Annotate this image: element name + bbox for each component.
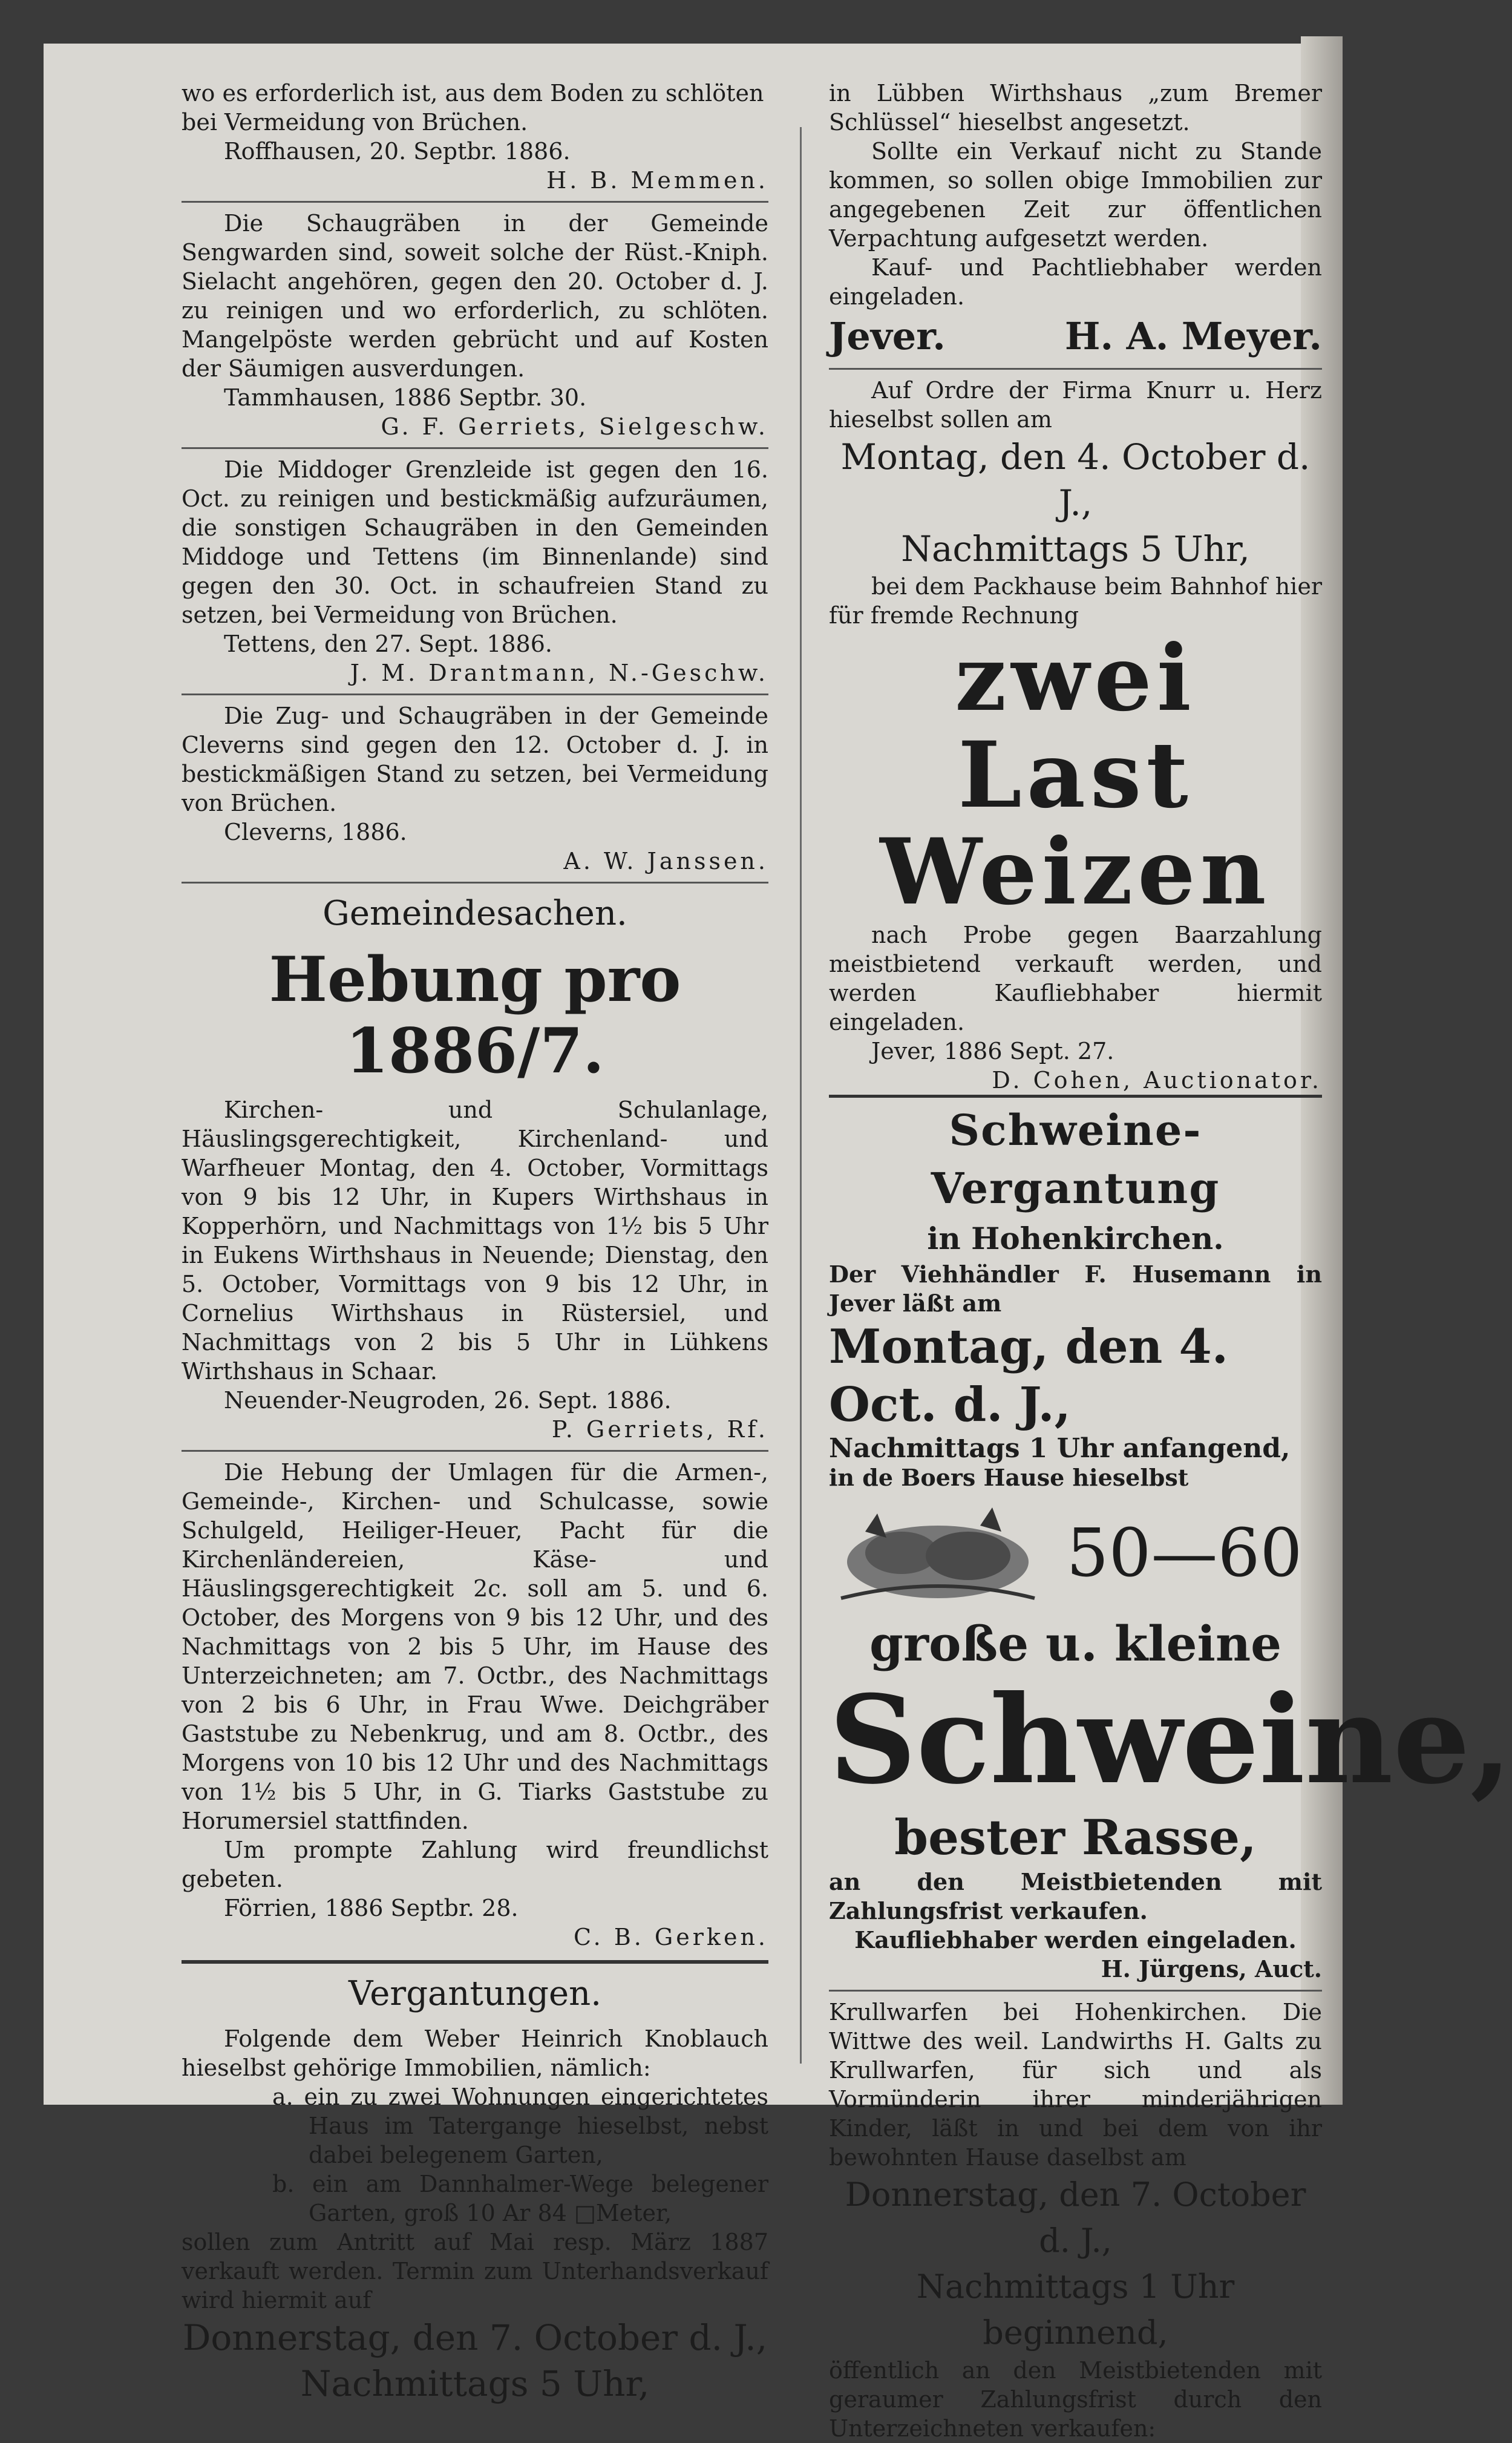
notice-place: Cleverns, 1886.	[224, 819, 407, 845]
headline: Hebung pro 1886/7.	[269, 943, 681, 1087]
notice-body: bei dem Packhause beim Bahnhof hier für fremde Rechnung	[829, 573, 1322, 629]
notice-date: Montag, den 4. October d. J.,	[840, 436, 1311, 523]
left-column	[182, 79, 768, 2407]
notice-date: Montag, den 4. Oct. d. J.,	[829, 1319, 1228, 1432]
notice-line: bei Vermeidung von Brüchen.	[182, 109, 528, 136]
notice-body: Die Schaugräben in der Gemeinde Sengwarden sind, soweit solche der Rüst.-Kniph. Sielacht angehören, gegen den 20. October d. J. zu reinigen und wo erforderlich, zu schlöten. Mangelpöste werden gebrücht und auf Kosten der Säumigen ausverdungen.	[182, 210, 768, 382]
notice-body: sollen zum Antritt auf Mai resp. März 1887 verkauft werden. Termin zum Unterhandsverkauf wird hiermit auf	[182, 2229, 768, 2313]
notice-knoblauch	[182, 2024, 768, 2407]
notice-signature: P. Gerriets, Rf.	[551, 1416, 768, 1443]
notice-body: Die Middoger Grenzleide ist gegen den 16. Oct. zu reinigen und bestickmäßig aufzuräumen, die sonstigen Schaugräben in den Gemeinden Middoge und Tettens (im Binnenlande) sind gegen den 30. Oct. in schaufreien Stand zu setzen, bei Vermeidung von Brüchen.	[182, 456, 768, 628]
pig-count: 50—60	[1066, 1514, 1303, 1592]
notice-signature: A. W. Janssen.	[563, 848, 768, 874]
list-item: a. ein zu zwei Wohnungen eingerichtetes Haus im Tatergange hieselbst, nebst dabei belegenem Garten,	[272, 2084, 768, 2168]
notice-place: Tettens, den 27. Sept. 1886.	[224, 631, 552, 657]
divider-rule	[829, 368, 1322, 370]
display-headline: Last Weizen	[880, 722, 1271, 925]
notice-body: Folgende dem Weber Heinrich Knoblauch hieselbst gehörige Immobilien, nämlich:	[182, 2025, 768, 2081]
notice-footer	[829, 311, 1322, 362]
divider-rule	[182, 882, 768, 884]
notice-time: Nachmittags 1 Uhr beginnend,	[916, 2268, 1235, 2352]
pig-breed: bester Rasse,	[894, 1809, 1257, 1866]
notice-place: Tammhausen, 1886 Septbr. 30.	[224, 384, 587, 411]
notice-roffhausen	[182, 79, 768, 195]
notice-body: in Lübben Wirthshaus „zum Bremer Schlüssel“ hieselbst angesetzt.	[829, 80, 1322, 136]
section-rule	[182, 1960, 768, 1964]
notice-body: nach Probe gegen Baarzahlung meistbietend verkauft werden, und werden Kaufliebhaber hiermit eingeladen.	[829, 922, 1322, 1035]
notice-time: Nachmittags 5 Uhr,	[300, 2363, 650, 2404]
divider-rule	[182, 447, 768, 449]
notice-signature: H. Jürgens, Auct.	[1101, 1955, 1322, 1982]
section-heading: Vergantungen.	[348, 1974, 601, 2013]
pig-row	[829, 1492, 1322, 1613]
notice-place: in de Boers Hause hieselbst	[829, 1464, 1189, 1491]
notice-hebung	[182, 1095, 768, 1444]
pig-herd-illustration	[829, 1495, 1047, 1610]
section-heading: Gemeindesachen.	[322, 894, 627, 933]
notice-body: Die Hebung der Umlagen für die Armen-, Gemeinde-, Kirchen- und Schulcasse, sowie Schulgeld, Heiliger-Heuer, Pacht für die Kirchenländereien, Käse- und Häuslingsgerechtigkeit 2c. soll am 5. und 6. October, des Morgens von 9 bis 12 Uhr, und des Nachmittags von 2 bis 5 Uhr, im Hause des Unterzeichneten; am 7. Octbr., des Nachmittags von 2 bis 6 Uhr, in Frau Wwe. Deichgräber Gaststube zu Nebenkrug, und am 8. Octbr., des Morgens von 10 bis 12 Uhr und des Nachmittags von 1½ bis 5 Uhr, in G. Tiarks Gaststube zu Horumersiel stattfinden.	[182, 1459, 768, 1834]
notice-date: Donnerstag, den 7. October d. J.,	[845, 2176, 1306, 2260]
display-headline: zwei	[955, 625, 1196, 732]
notice-body: Sollte ein Verkauf nicht zu Stande kommen, so sollen obige Immobilien zur angegebenen Zeit zur öffentlichen Verpachtung aufgesetzt werden.	[829, 138, 1322, 252]
notice-place: Jever.	[829, 314, 946, 358]
notice-sengwarden	[182, 209, 768, 441]
notice-body: öffentlich an den Meistbietenden mit geraumer Zahlungsfrist durch den Unterzeichneten verkaufen:	[829, 2357, 1322, 2442]
divider-rule	[182, 1450, 768, 1452]
notice-time: Nachmittags 1 Uhr anfangend,	[829, 1433, 1291, 1464]
notice-signature: J. M. Drantmann, N.-Geschw.	[350, 660, 768, 686]
notice-krullwarfen	[829, 1998, 1322, 2443]
notice-line: wo es erforderlich ist, aus dem Boden zu schlöten	[182, 80, 764, 107]
notice-body: Kaufliebhaber werden eingeladen.	[854, 1926, 1297, 1953]
notice-signature: H. B. Memmen.	[546, 167, 768, 194]
notice-date: Donnerstag, den 7. October d. J.,	[182, 2317, 768, 2358]
notice-signature: C. B. Gerken.	[573, 1924, 768, 1950]
list-item: b. ein am Dannhalmer-Wege belegener Garten, groß 10 Ar 84 □Meter,	[272, 2171, 768, 2226]
display-headline: Schweine,	[829, 1669, 1512, 1811]
notice-place: Förrien, 1886 Septbr. 28.	[224, 1895, 519, 1921]
notice-schweine	[829, 1095, 1512, 1984]
notice-signature: D. Cohen, Auctionator.	[992, 1067, 1322, 1094]
notice-place: Roffhausen, 20. Septbr. 1886.	[224, 138, 571, 165]
ad-subheading: in Hohenkirchen.	[927, 1221, 1224, 1256]
notice-body: an den Meistbietenden mit Zahlungsfrist verkaufen.	[829, 1868, 1322, 1924]
column-divider	[800, 127, 802, 2064]
notice-body: Die Zug- und Schaugräben in der Gemeinde Cleverns sind gegen den 12. October d. J. in bestickmäßigen Stand zu setzen, bei Vermeidung von Brüchen.	[182, 703, 768, 816]
notice-note: Um prompte Zahlung wird freundlichst gebeten.	[182, 1837, 768, 1892]
divider-rule	[182, 201, 768, 203]
divider-rule	[182, 694, 768, 695]
notice-signature: G. F. Gerriets, Sielgeschw.	[381, 413, 768, 440]
pig-size: große u. kleine	[869, 1615, 1281, 1672]
notice-body: Kirchen- und Schulanlage, Häuslingsgerechtigkeit, Kirchenland- und Warfheuer Montag, den 4. October, Vormittags von 9 bis 12 Uhr, in Kupers Wirthshaus in Kopperhörn, und Nachmittags von 1½ bis 5 Uhr in Eukens Wirthshaus in Neuende; Dienstag, den 5. October, Vormittags von 9 bis 12 Uhr, in Cornelius Wirthshaus in Rüstersiel, und Nachmittags von 2 bis 5 Uhr in Lühkens Wirthshaus in Schaar.	[182, 1097, 768, 1385]
notice-middoge	[182, 455, 768, 687]
divider-rule	[829, 1990, 1322, 1992]
notice-body: Kauf- und Pachtliebhaber werden eingeladen.	[829, 254, 1322, 310]
notice-time: Nachmittags 5 Uhr,	[901, 528, 1250, 569]
notice-luebben	[829, 79, 1322, 362]
notice-place: Jever, 1886 Sept. 27.	[871, 1038, 1114, 1064]
ad-heading: Schweine-Vergantung	[829, 1095, 1322, 1218]
notice-place: Neuender-Neugroden, 26. Sept. 1886.	[224, 1387, 672, 1414]
notice-weizen	[829, 376, 1322, 1095]
notice-body: Auf Ordre der Firma Knurr u. Herz hieselbst sollen am	[829, 377, 1322, 433]
right-column	[829, 79, 1512, 2443]
notice-cleverns	[182, 701, 768, 876]
notice-body: Der Viehhändler F. Husemann in Jever läßt am	[829, 1261, 1322, 1317]
notice-foerrien	[182, 1458, 768, 1952]
notice-signature: H. A. Meyer.	[1064, 314, 1322, 358]
notice-body: Krullwarfen bei Hohenkirchen. Die Wittwe des weil. Landwirths H. Galts zu Krullwarfen, für sich und als Vormünderin ihrer minderjährigen Kinder, läßt in und bei dem von ihr bewohnten Hause daselbst am	[829, 1999, 1322, 2171]
